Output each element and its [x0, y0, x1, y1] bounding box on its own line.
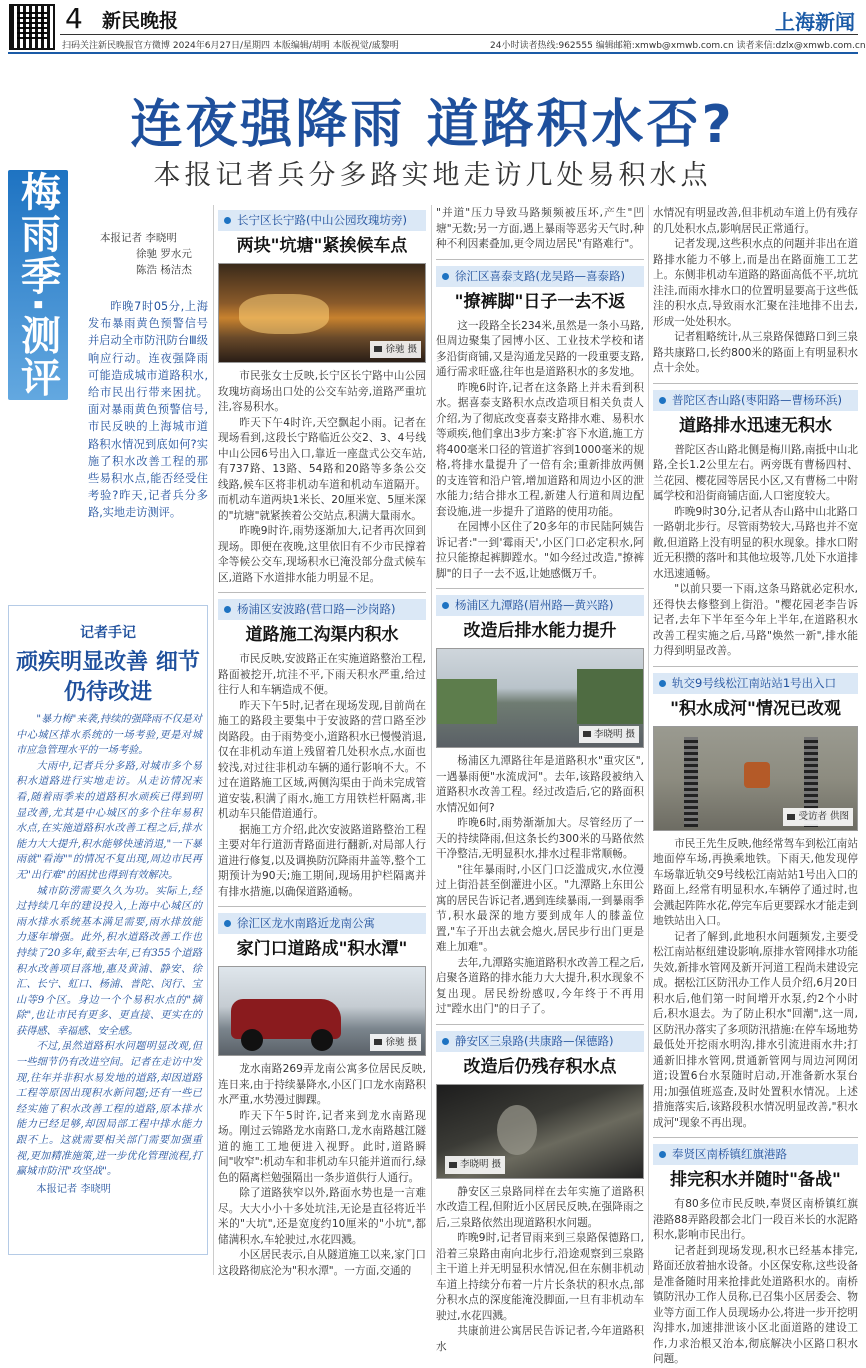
bullet-icon [659, 680, 666, 687]
article-paragraph: 昨晚6时许,记者在这条路上并未看到积水。据喜泰支路积水点改造项目相关负责人介绍,为了彻底改变喜泰支路排水难、易积水等顽疾,他们拿出3步方案:扩容下水道,施工方将400毫米口径的管道扩容到1000毫米的规格,将排水量提升了一倍有余;重新排放两侧的支连管和沿户管,增加道路和周边小区的泄水能力;结合排水工程,新建人行道和周边配套设施,进一步提升了道路的使用功能。 [436, 381, 644, 518]
article-paragraph: "并道"压力导致马路频频被压坏,产生"凹塘"无数;另一方面,遇上暴雨等恶劣天气时,种种不利因素叠加,更令周边居民"有路难行"。 [436, 207, 644, 250]
article-paragraph: 昨晚6时,雨势渐渐加大。尽管经历了一天的持续降雨,但这条长约300米的马路依然干净整洁,无明显积水,排水过程非常顺畅。 [436, 817, 644, 860]
article-paragraph: 共康前进公寓居民告诉记者,今年道路积水 [436, 1325, 644, 1353]
article-photo [218, 966, 426, 1056]
reporter-list [100, 230, 210, 278]
article-paragraph: 市民反映,安波路正在实施道路整治工程,路面被挖开,坑洼不平,下雨天积水严重,给过往行人和车辆造成不便。 [218, 653, 427, 696]
column-4 [653, 206, 858, 1365]
article-paragraph: 市民张女士反映,长宁区长宁路中山公园玫瑰坊商场出口处的公交车站旁,道路严重坑洼,容易积水。 [218, 370, 426, 413]
bullet-icon [659, 1151, 666, 1158]
photo-credit: 徐驰 摄 [370, 341, 421, 359]
column-rule [648, 205, 649, 1275]
headline: 连夜强降雨 道路积水否? [130, 95, 735, 155]
masthead-rule [60, 34, 858, 35]
article-paragraph: 据施工方介绍,此次安波路道路整治工程主要对年行道沥青路面进行翻新,对局部人行道进行修复,以及调换防沉降雨井盖等,整个工期预计为90天;施工期间,现场用护栏隔离并有排水措施,以确保道路通畅。 [218, 823, 427, 898]
notebook-paragraph: "暴力梅"来袭,持续的强降雨不仅是对中心城区排水系统的一场考验,更是对城市应急管理水平的一场考验。 [16, 714, 202, 757]
masthead-divider [8, 52, 858, 54]
photo-credit: 徐驰 摄 [370, 1034, 421, 1052]
article-photo [653, 726, 858, 831]
notebook-label: 记者手记 [80, 625, 136, 641]
article-title: "撩裤脚"日子一去不返 [454, 291, 626, 312]
notebook-signature: 本报记者 李晓明 [36, 1183, 111, 1195]
article-paragraph: 龙水南路269弄龙南公寓多位居民反映,连日来,由于持续暴降水,小区门口龙水南路积水严重,水势漫过脚踝。 [218, 1063, 427, 1106]
column-3 [436, 206, 645, 1353]
article-title: 排完积水并随时"备战" [670, 1170, 841, 1190]
article-paragraph: 昨晚9时30分,记者从杏山路中山北路口一路朝北步行。尽管雨势较大,马路也并不宽敞,但道路上没有明显的积水现象。排水口附近无积攒的落叶和其他垃圾等,几处下水道排水迅速通畅。 [653, 505, 858, 580]
section-title: 上海新闻 [775, 10, 855, 34]
article-paragraph: 记者了解到,此地积水问题频发,主要受松江南站枢纽建设影响,原排水管网排水功能失效,新排水管网及新开河道工程尚未建设完成。据松江区防汛办工作人员介绍,6月20日积水后,他们第一时间增开水泵,约2个小时后,积水退去。为了防止积水"回潮",这一周,区防汛办落实了多项防汛措施:在停车场地势最低处开挖雨水明沟,排水引流进雨水井;打通新旧排水管网,贯通新管网与周边河网闭道;设置6台水泵随时启动,开准备新水泵台用;加强值班巡查,及时处置积水情况。上述措施落实后,该路段积水情况明显改善,"积水成河"现象不再出现。 [653, 930, 858, 1129]
article-paragraph: 昨天下午5时,记者在现场发现,目前尚在施工的路段主要集中于安波路的营口路至沙岗路段。由于雨势变小,道路积水已慢慢消退,仅在非机动车道上残留着几处积水点,水面也较浅,对过往非机动车辆的通行影响不大。不过在道路施工区域,两侧沟渠由于尚未完成管道安装,积满了雨水,施工方用铁栏杆隔离,非机动车只能借道通行。 [218, 699, 427, 820]
article-paragraph: 普陀区杏山路北侧是梅川路,南抵中山北路,全长1.2公里左右。两旁既有曹杨四村、兰花园、樱花园等居民小区,又有曹杨二中附属学校和沿街商铺店面,人口密度较大。 [653, 443, 858, 502]
article-location: 徐汇区龙水南路近龙南公寓 [218, 913, 426, 934]
article-photo [436, 648, 644, 748]
page-number: 4 [65, 2, 83, 35]
article-paragraph: 记者粗略统计,从三泉路保德路口到三泉路共康路口,长约800米的路面上有明显积水点十余处。 [653, 331, 858, 374]
bullet-icon [442, 1038, 449, 1045]
bullet-icon [224, 606, 231, 613]
article-paragraph: 静安区三泉路同样在去年实施了道路积水改造工程,但附近小区居民反映,在强降雨之后,三泉路依然出现道路积水问题。 [436, 1185, 645, 1229]
article-location: 普陀区杏山路(枣阳路—曹杨环浜) [653, 390, 858, 411]
article-photo [436, 1084, 644, 1179]
column-rule [431, 205, 432, 1275]
article-paragraph: 昨晚9时,记者冒雨来到三泉路保德路口,沿着三泉路由南向北步行,沿途观察到三泉路主干道上并无明显积水情况,但在东侧非机动车道上持续分布着一片片长条状的积水点,部分积水点的深度能淹没脚面,一旦有非机动车驶过,水花四溅。 [436, 1232, 644, 1322]
reporter-line: 徐驰 罗水元 [136, 248, 192, 260]
bullet-icon [659, 397, 666, 404]
photo-credit: 受访者 供图 [783, 808, 853, 826]
notebook-paragraph: 城市防涝需要久久为功。实际上,经过持续几年的建设投入,上海中心城区的雨水排水系统基本满足需要,雨水排放能力逐年增强。此外,积水道路改善工作也持续了20多年,截至去年,已有355个道路积水改善项目落地,惠及黄浦、静安、徐汇、长宁、虹口、杨浦、普陀、闵行、宝山等9个区。身边一个个易积水点的"摘除",也让市民有更多、更直接、更实在的获得感、幸福感、安全感。 [16, 885, 202, 1037]
article-paragraph: 市民王先生反映,他经常驾车到松江南站地面停车场,再换乘地铁。下雨天,他发现停车场靠近轨交9号线松江南站站1号出入口的路面上,经常有明显积水,车辆停了通过时,也会溅起阵阵水花,停完车后更要踩水才能走到地铁站出入口。 [653, 837, 858, 927]
notebook-title: 顽疾明显改善 细节仍待改进 [16, 650, 200, 705]
column-rule [213, 205, 214, 1275]
notebook-body [16, 712, 202, 1197]
camera-icon [449, 1162, 457, 1168]
column-2 [218, 210, 426, 1276]
photo-credit: 李晓明 摄 [579, 726, 639, 744]
article-title: 改造后排水能力提升 [463, 621, 617, 641]
bullet-icon [442, 273, 449, 280]
article-location: 徐汇区喜泰支路(龙吴路—喜泰路) [436, 266, 644, 287]
masthead-info-right: 24小时读者热线:962555 编辑邮箱:xmwb@xmwb.com.cn 读者来信:dzlx@xmwb.com.cn [490, 41, 866, 51]
article-paragraph: 昨天下午5时许,记者来到龙水南路现场。刚过云锦路龙水南路口,龙水南路越江隧道的施工工地便进入视野。此时,道路瞬间"收窄":机动车和非机动车只能并道而行,绿色的隔离栏勉强隔出一条步道供行人通行。 [218, 1109, 426, 1184]
column-banner: 梅雨季·测评 [8, 170, 68, 400]
paper-name: 新民晚报 [102, 10, 179, 32]
photo-credit: 李晓明 摄 [445, 1156, 505, 1174]
article-paragraph: 昨天下午4时许,天空飘起小雨。记者在现场看到,这段长宁路临近公交2、3、4号线中山公园6号出入口,靠近一座盘式公交车站,有737路、13路、54路和20路等多条公交线路,候车区将非机动车道和机动车道隔开。而机动车道两块1米长、20厘米宽、5厘米深的"坑塘"就紧挨着公交站点,积满大量雨水。 [218, 416, 426, 522]
bullet-icon [224, 217, 231, 224]
reporter-line: 本报记者 李晓明 [100, 232, 177, 244]
article-location: 杨浦区安波路(营口路—沙岗路) [218, 599, 426, 620]
qr-code [9, 4, 55, 50]
notebook-paragraph: 大雨中,记者兵分多路,对城市多个易积水道路进行实地走访。从走访情况来看,随着雨季来的道路积水顽疾已得到明显改善,尤其是中心城区的多个往年易积水点,在实施道路积水改善工程之后,排水能力大大提升,积水能够快速消退,"一下暴雨就"看海""的情况不复出现,周边市民再无"出行难"的困扰也得到有效解决。 [16, 760, 202, 881]
bullet-icon [224, 920, 231, 927]
article-title: 道路排水迅速无积水 [679, 415, 832, 436]
article-location: 杨浦区九潭路(眉州路—黄兴路) [436, 595, 644, 616]
article-title: "积水成河"情况已改观 [670, 698, 841, 719]
notebook-paragraph: 不过,虽然道路积水问题明显改观,但一些细节仍有改进空间。记者在走访中发现,往年并非积水易发地的道路,却因道路工程等原因出现积水新问题;还有一些已经实施了积水改善工程的道路,原本排水能力已经足够,却因局部工程中排水能力跟不上。这就需要相关部门需要加强重视,更加精准施策,进一步优化管理流程,打赢城市防汛"攻坚战"。 [16, 1041, 202, 1178]
bullet-icon [442, 602, 449, 609]
article-paragraph: 杨浦区九潭路往年是道路积水"重灾区",一遇暴雨便"水流成河"。去年,该路段被纳入道路积水改善工程。经过改造后,它的路面积水情况如何? [436, 755, 644, 814]
article-paragraph: "以前只要一下雨,这条马路就必定积水,还得快去修整到上街沿。"樱花园老李告诉记者,去年下半年至今年上半年,在道路积水改善工程实施之后,马路"焕然一新",排水能力得到明显改善。 [653, 583, 858, 657]
article-paragraph: 除了道路狭窄以外,路面水势也是一言难尽。大大小小十多处坑洼,无论是直径将近半米的"大坑",还是宽度约10厘米的"小坑",都储满积水,车轮驶过,水花四溅。 [218, 1187, 426, 1246]
article-paragraph: 去年,九潭路实施道路积水改善工程之后,启聚各道路的排水能力大大提升,积水现象不复出现。居民纷纷感叹,今年终于不再用过"蹚水出门"的日子了。 [436, 956, 645, 1015]
camera-icon [374, 1039, 382, 1045]
camera-icon [583, 731, 591, 737]
article-title: 道路施工沟渠内积水 [245, 625, 399, 645]
article-location: 静安区三泉路(共康路—保德路) [436, 1031, 644, 1052]
article-paragraph: 有80多位市民反映,奉贤区南桥镇红旗港路88弄路段都会北门一段百米长的水泥路积水,影响市民出行。 [653, 1198, 858, 1241]
camera-icon [787, 814, 795, 820]
article-paragraph: 在园博小区住了20多年的市民陆阿姨告诉记者:"一到'霉雨天',小区门口必定积水,阿拉只能撩起裤脚蹚水。"如今经过改造,"撩裤脚"的日子一去不返,让她感慨万千。 [436, 521, 644, 580]
article-title: 改造后仍残存积水点 [463, 1056, 617, 1077]
subheadline: 本报记者兵分多路实地走访几处易积水点 [153, 160, 712, 191]
article-paragraph: 记者发现,这些积水点的问题并非出在道路排水能力不够上,而是出在路面施工工艺上。东侧非机动车道路的路面高低不平,坑坑洼洼,而雨水排水口的位置明显要高于这些低洼的积水点,导致雨水汇聚在洼地排不出去,形成一处处积水。 [653, 238, 858, 328]
reporter-line: 陈浩 杨洁杰 [136, 264, 192, 276]
masthead-info-left: 扫码关注新民晚报官方微博 2024年6月27日/星期四 本版编辑/胡明 本版视觉/戚黎明 [62, 41, 399, 51]
editorial-intro: 昨晚7时05分,上海发布暴雨黄色预警信号并启动全市防汛防台Ⅲ级响应行动。连夜强降雨可能造成城市道路积水,给市民出行带来困扰。面对暴雨黄色预警信号,市民反映的上海城市道路积水情况到底如何?实施了积水改善工程的那些易积水点,能否经受住考验?昨天,记者兵分多路,实地走访测评。 [88, 300, 208, 520]
article-paragraph: 这一段路全长234米,虽然是一条小马路,但周边聚集了园博小区、工业技术学校和诸多沿街商铺,又是沟通龙吴路的一段重要支路,通行需求旺盛,往年也是道路积水的多发地。 [436, 319, 645, 378]
article-paragraph: 昨晚9时许,雨势逐渐加大,记者再次回到现场。即便在夜晚,这里依旧有不少市民撑着伞等候公交车,现场积水已淹没部分盘式候车区,道路下水道排水能力明显不足。 [218, 525, 426, 584]
article-title: 两块"坑塘"紧挨候车点 [236, 236, 408, 256]
article-location: 轨交9号线松江南站站1号出入口 [653, 673, 858, 694]
article-paragraph: 水情况有明显改善,但非机动车道上仍有残存的几处积水点,影响居民正常通行。 [653, 207, 858, 235]
article-paragraph: "往年暴雨时,小区门口泛滥成灾,水位漫过上街沿甚至倒灌进小区。"九潭路上东田公寓的居民告诉记者,遇到连续暴雨,一到暴雨季节,积水最深的地方要到成年人的膝盖位置,"车子开出去就会熄火,居民步行出门更是难上加难"。 [436, 863, 645, 953]
camera-icon [374, 346, 382, 352]
article-location: 奉贤区南桥镇红旗港路 [653, 1144, 858, 1165]
article-photo [218, 263, 426, 363]
article-paragraph: 记者赶到现场发现,积水已经基本排完,路面还放着抽水设备。小区保安称,这些设备是准备随时用来抢排此处道路积水的。南桥镇防汛办工作人员称,已召集小区居委会、物业等方面工作人员现场办公,将进一步开挖明沟排水,加速排泄该小区北面道路的建设工作,力求治根又治本,彻底解决小区路口积水问题。 [653, 1244, 858, 1365]
article-paragraph: 小区居民表示,自从隧道施工以来,家门口这段路彻底沦为"积水潭"。一方面,交通的 [218, 1249, 427, 1277]
article-title: 家门口道路成"积水潭" [236, 939, 408, 959]
article-location: 长宁区长宁路(中山公园玫瑰坊旁) [218, 210, 426, 231]
